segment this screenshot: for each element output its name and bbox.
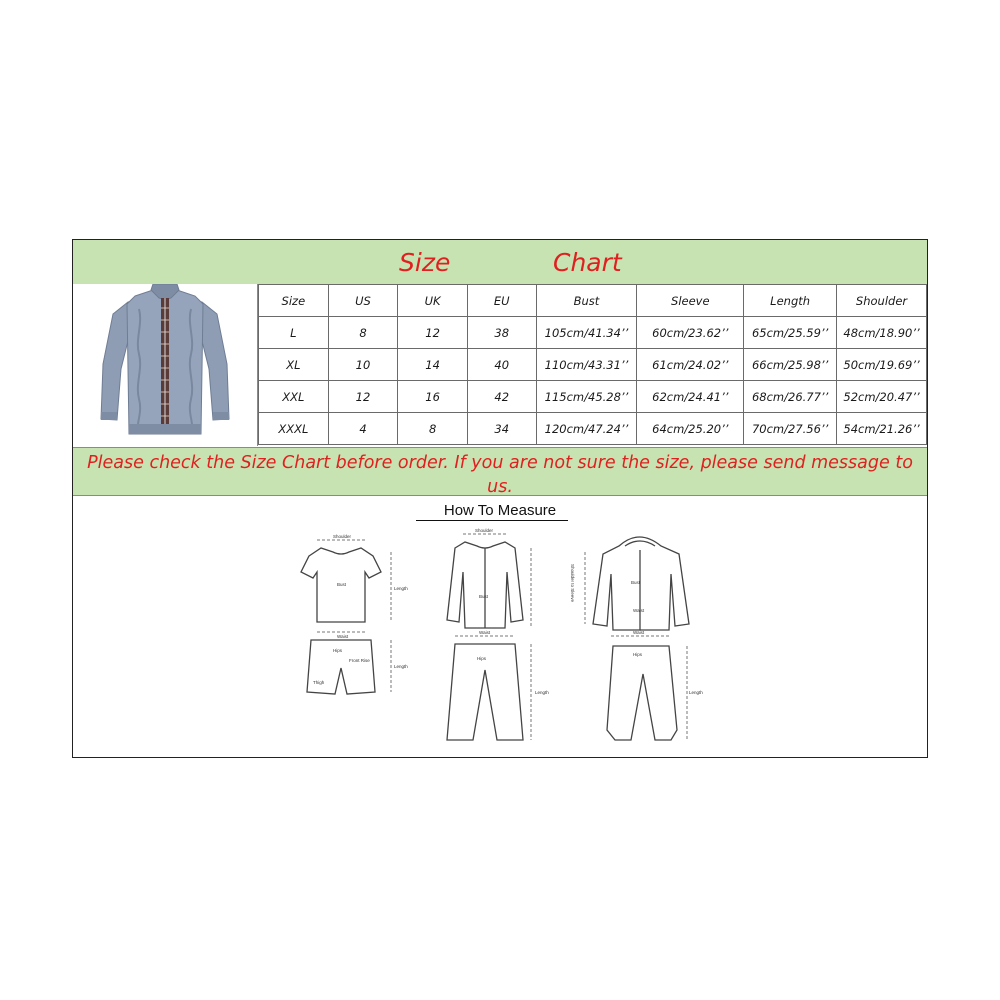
label-waist-trousers: Waist: [479, 630, 491, 635]
label-waist-shorts: Waist: [337, 634, 349, 639]
table-cell: 12: [328, 381, 398, 413]
table-cell: XXXL: [259, 413, 329, 445]
how-to-measure-title: How To Measure: [443, 502, 557, 519]
table-cell: 42: [467, 381, 536, 413]
label-bust-tshirt: Bust: [337, 582, 347, 587]
label-front-rise: Front Rise: [349, 658, 370, 663]
column-header: Bust: [536, 285, 637, 317]
label-waist-joggers: Waist: [633, 630, 645, 635]
label-shoulder-to-sleeve: Shoulder to Sleeve: [570, 564, 575, 603]
label-hips-shorts: Hips: [333, 648, 343, 653]
table-cell: XL: [259, 349, 329, 381]
size-note: Please check the Size Chart before order. If you are not sure the size, please send message to us.: [87, 453, 913, 497]
table-cell: 40: [467, 349, 536, 381]
label-hips-trousers: Hips: [477, 656, 487, 661]
label-thigh: Thigh: [313, 680, 325, 685]
title-word-size: Size: [399, 248, 451, 277]
table-cell: 60cm/23.62’’: [637, 317, 744, 349]
title-underline: [416, 520, 568, 521]
table-row: [259, 349, 927, 381]
table-header-row: [259, 285, 927, 317]
label-length-shorts: Length: [394, 664, 408, 669]
table-cell: 54cm/21.26’’: [837, 413, 927, 445]
table-cell: 61cm/24.02’’: [637, 349, 744, 381]
title-word-chart: Chart: [553, 248, 622, 277]
table-cell: 64cm/25.20’’: [637, 413, 744, 445]
measurement-diagrams: [259, 528, 743, 754]
table-cell: 52cm/20.47’’: [837, 381, 927, 413]
table-cell: 34: [467, 413, 536, 445]
column-header: EU: [467, 285, 536, 317]
size-chart-card: [72, 239, 928, 758]
product-image-cell: [73, 284, 258, 446]
table-cell: 68cm/26.77’’: [744, 381, 837, 413]
column-header: Sleeve: [637, 285, 744, 317]
size-table: [258, 284, 927, 445]
table-cell: 8: [398, 413, 468, 445]
label-waist-hoodie: Waist: [633, 608, 645, 613]
hoodie-diagram: [593, 537, 689, 630]
column-header: Shoulder: [837, 285, 927, 317]
label-length-trousers: Length: [535, 690, 549, 695]
label-length-joggers: Length: [689, 690, 703, 695]
table-cell: 110cm/43.31’’: [536, 349, 637, 381]
column-header: Length: [744, 285, 837, 317]
label-hips-joggers: Hips: [633, 652, 643, 657]
table-cell: 65cm/25.59’’: [744, 317, 837, 349]
joggers-diagram: [607, 646, 677, 740]
table-row: [259, 317, 927, 349]
table-cell: L: [259, 317, 329, 349]
table-cell: 48cm/18.90’’: [837, 317, 927, 349]
label-bust-shirt: Bust: [479, 594, 489, 599]
table-cell: 16: [398, 381, 468, 413]
label-length-tshirt: Length: [394, 586, 408, 591]
table-cell: 8: [328, 317, 398, 349]
title-band: [73, 240, 927, 285]
table-row: [259, 381, 927, 413]
table-cell: 4: [328, 413, 398, 445]
cardigan-jacket-image: [73, 284, 257, 446]
table-cell: 120cm/47.24’’: [536, 413, 637, 445]
table-cell: 66cm/25.98’’: [744, 349, 837, 381]
table-cell: XXL: [259, 381, 329, 413]
column-header: Size: [259, 285, 329, 317]
column-header: US: [328, 285, 398, 317]
table-cell: 62cm/24.41’’: [637, 381, 744, 413]
table-cell: 14: [398, 349, 468, 381]
table-cell: 70cm/27.56’’: [744, 413, 837, 445]
table-cell: 115cm/45.28’’: [536, 381, 637, 413]
table-cell: 50cm/19.69’’: [837, 349, 927, 381]
table-cell: 105cm/41.34’’: [536, 317, 637, 349]
table-cell: 10: [328, 349, 398, 381]
label-shoulder-tshirt: Shoulder: [333, 534, 352, 539]
table-cell: 38: [467, 317, 536, 349]
table-cell: 12: [398, 317, 468, 349]
note-band: [73, 447, 927, 496]
label-bust-hoodie: Bust: [631, 580, 641, 585]
table-row: [259, 413, 927, 445]
column-header: UK: [398, 285, 468, 317]
label-shoulder-shirt: Shoulder: [475, 528, 494, 533]
